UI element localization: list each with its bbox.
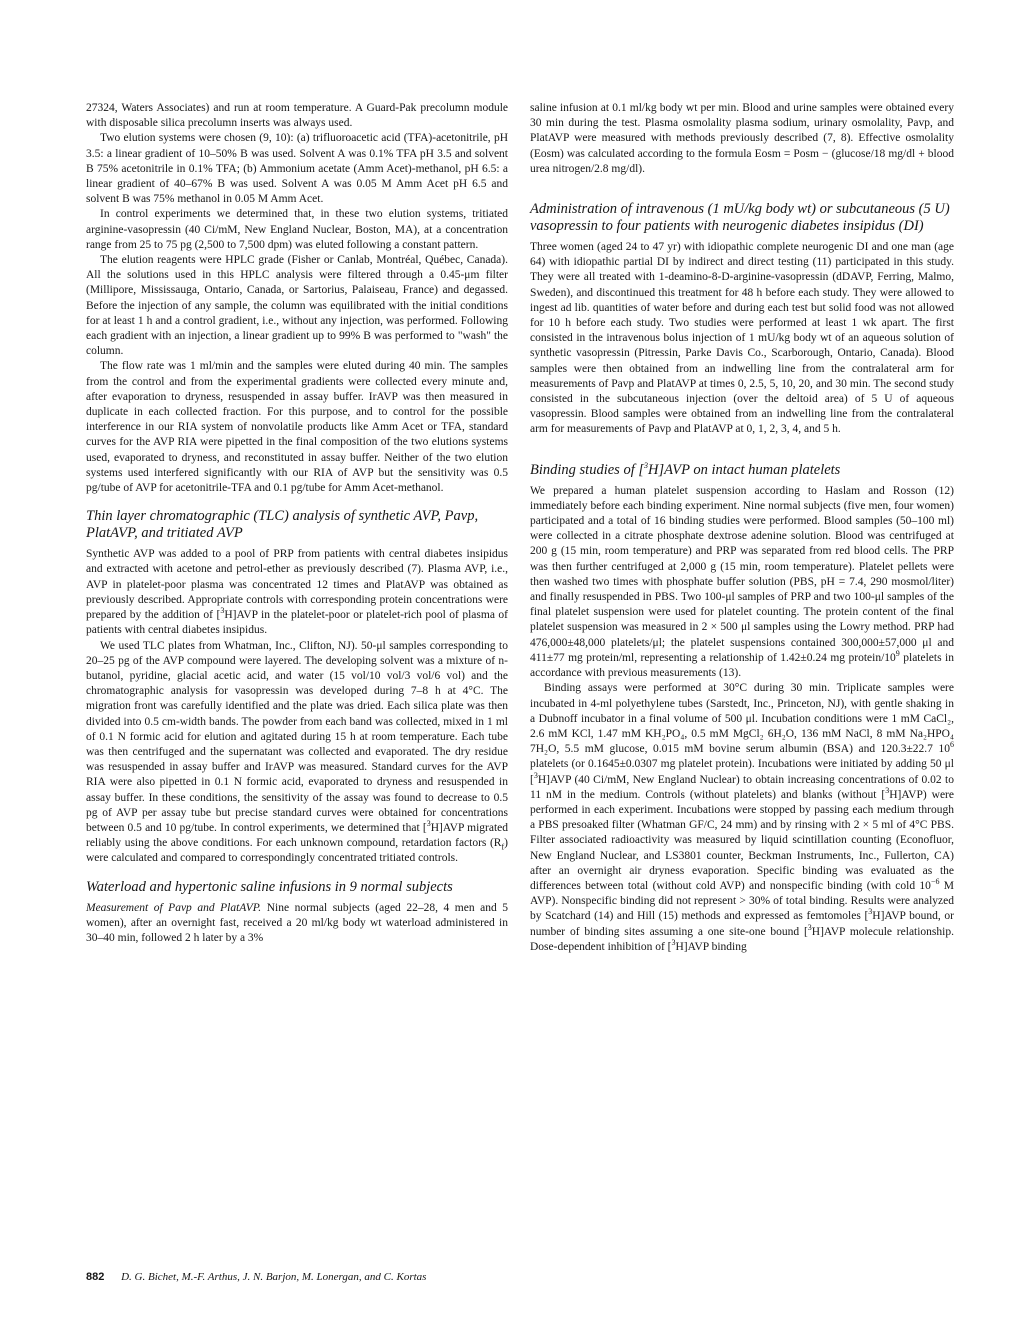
paragraph: Binding assays were performed at 30°C during 30 min. Triplicate samples were incubated in 4-ml polyethylene tubes (Sarstedt, Inc., Princeton, NJ), with gentle shaking in a Dubnoff incubator in a final volume of 500 μl. Incubation conditions were 1 mM CaCl₂, 2.6 mM KCl, 1.47 mM KH₂PO₄, 0.5 mM MgCl₂ 6H₂O, 136 mM NaCl, 8 mM Na₂HPO₄ 7H₂O, 5.5 mM glucose, 0.015 mM bovine serum albumin (BSA) and 120.3±22.7 $10^6$ platelets (or 0.1645±0.0307 mg platelet protein). Incubations were initiated by adding 50 μl [$^3$H]AVP (40 Ci/mM, New England Nuclear) to obtain increasing concentrations of 0.02 to 11 nM in the medium. Controls (without platelets) and blanks (without [$^3$H]AVP) were performed in each experiment. Incubations were stopped by passing each medium through a PBS presoaked filter (Whatman GF/C, 24 mm) and by rinsing with 2 × 5 ml of 4°C PBS. Filter associated radioactivity was measured by liquid scintillation counting (Econofluor, New England Nuclear, and LS3801 counter, Beckman Instruments, Inc., Fullerton, CA) after an overnight air dryness evaporation. Specific binding was evaluated as the differences between total (without cold AVP) and nonspecific binding (with cold $10^{-6}$ M AVP). Nonspecific binding did not represent > 30% of total binding. Results were analyzed by Scatchard (14) and Hill (15) methods and expressed as femtomoles [$^3$H]AVP bound, or number of binding sites assuming a one site-one bound [$^3$H]AVP molecule relationship. Dose-dependent inhibition of [$^3$H]AVP binding bbox=[530, 682, 954, 953]
paragraph: The elution reagents were HPLC grade (Fisher or Canlab, Montréal, Québec, Canada). All the solutions used in this HPLC analysis were filtered through a 0.45-μm filter (Millipore, Mississauga, Ontario, Canada, or Sartorius, Palaiseau, France) and degassed. Before the injection of any sample, the column was equilibrated with the initial conditions for at least 1 h and a control gradient, i.e., without any injection, was performed. Following each gradient with an injection, a linear gradient up to 99% B was performed to "wash" the column. bbox=[86, 254, 508, 358]
paragraph: The flow rate was 1 ml/min and the samples were eluted during 40 min. The samples from the control and from the experimental gradients were collected every minute and, after evaporation to dryness, resuspended in assay buffer. IrAVP was then measured in duplicate in each collected fraction. For this purpose, and to control for the possible interference in our RIA system of nonvolatile products like Amm Acet or TFA, standard curves for the AVP RIA were pipetted in the final composition of the two elutions systems used, evaporated to dryness, and reconstituted in assay buffer. Neither of the two elution systems used interfered significantly with our RIA of AVP but the sensitivity was 0.5 pg/tube of AVP for acetonitrile-TFA and 0.1 pg/tube for Amm Acet-methanol. bbox=[86, 360, 508, 495]
paragraph: 27324, Waters Associates) and run at room temperature. A Guard-Pak precolumn module with disposable silica precolumn inserts was always used. bbox=[86, 102, 508, 130]
left-column bbox=[86, 101, 508, 946]
paragraph: Synthetic AVP was added to a pool of PRP from patients with central diabetes insipidus and extracted with acetone and petrol-ether as previously described (7). Plasma AVP, i.e., AVP in platelet-poor plasma was concentrated 12 times and PlatAVP was obtained as previously described. Appropriate controls with corresponding protein concentrations were prepared by the addition of [$^3$H]AVP in the platelet-poor or platelet-rich pool of plasma of patients with central diabetes insipidus. bbox=[86, 548, 508, 637]
page-number: 882 bbox=[86, 1271, 105, 1283]
paragraph: In control experiments we determined that, in these two elution systems, tritiated arginine-vasopressin (40 Ci/mM, New England Nuclear, Boston, MA), at a concentration range from 25 to 75 pg (2,500 to 7,500 dpm) was eluted following a constant pattern. bbox=[86, 208, 508, 251]
running-authors: D. G. Bichet, M.-F. Arthus, J. N. Barjon, M. Lonergan, and C. Kortas bbox=[121, 1271, 427, 1283]
paragraph: saline infusion at 0.1 ml/kg body wt per min. Blood and urine samples were obtained every 30 min during the test. Plasma osmolality plasma sodium, urinary osmolality, Pavp, and PlatAVP were measured with methods previously described (7, 8). Effective osmolality (Eosm) was calculated according to the formula Eosm = Posm − (glucose/18 mg/dl + blood urea nitrogen/2.8 mg/dl). bbox=[530, 102, 954, 175]
section-heading-tlc: Thin layer chromatographic (TLC) analysis of synthetic AVP, Pavp, PlatAVP, and tritiated AVP bbox=[86, 508, 479, 542]
paragraph: Two elution systems were chosen (9, 10): (a) trifluoroacetic acid (TFA)-acetonitrile, pH 3.5: a linear gradient of 10–50% B was used. Solvent A was 0.1% TFA pH 3.5 and solvent B 75% acetonitrile in 0.1% TFA; (b) Ammonium acetate (Amm Acet)-methanol, pH 6.5: a linear gradient of 40–67% B was used. Solvent A was 0.05 M Amm Acet pH 6.5 and solvent B was 75% methanol in 0.05 M Amm Acet. bbox=[86, 132, 508, 206]
right-column bbox=[530, 101, 954, 955]
section-heading-administration: Administration of intravenous (1 mU/kg body wt) or subcutaneous (5 U) vasopressin to four patients with neurogenic diabetes insipidus (DI) bbox=[530, 201, 950, 235]
paragraph: Measurement of Pavp and PlatAVP. Nine normal subjects (aged 22–28, 4 men and 5 women), after an overnight fast, received a 20 ml/kg body wt waterload administered in 30–40 min, followed 2 h later by a 3% bbox=[86, 901, 508, 944]
paragraph: We prepared a human platelet suspension according to Haslam and Rosson (12) immediately before each binding experiment. Nine normal subjects (five men, four women) participated and a total of 16 binding studies were performed. Blood samples (50–100 ml) were collected in a citrate phosphate dextrose adenine solution. Blood was centrifuged at 200 g (15 min, room temperature) and PRP was separated from red blood cells. The PRP was then further centrifuged at 2,000 g (15 min, room temperature). Platelet pellets were then washed two times with phosphate buffer solution (PBS, pH = 7.4, 290 mosmol/liter) and finally resuspended in PBS. Two 100-μl samples of PRP and two 100-μl samples of the final platelet suspension were used for platelet counting. The protein content of the final platelet suspension was measured in 2 × 500 μl samples using the Lowry method. PRP had 476,000±48,000 platelets/μl; the platelet suspensions contained 300,000±57,000 μl and 411±77 mg protein/ml, representing a relationship of 1.42±0.24 mg protein/$10^9$ platelets in accordance with previous measurements (13). bbox=[530, 484, 954, 680]
page-footer bbox=[86, 1271, 426, 1283]
section-heading-binding: Binding studies of [$^3$H]AVP on intact human platelets bbox=[530, 460, 841, 478]
section-heading-waterload: Waterload and hypertonic saline infusions in 9 normal subjects bbox=[86, 878, 453, 895]
paragraph: We used TLC plates from Whatman, Inc., Clifton, NJ). 50-μl samples corresponding to 20–25 pg of the AVP compound were layered. The developing solvent was a mixture of n-butanol, pyridine, glacial acetic acid, and water (15 vol/10 vol/3 vol/6 vol) and the chromatographic analysis for vasopressin was developed during 7–8 h at 4°C. The migration front was carefully identified and the plate was dried. Each silica plate was then divided into 0.5 cm-width bands. The powder from each band was collected, mixed in 1 ml of 0.1 N formic acid for elution and agitated during 15 h at room temperature. Each tube was then centrifuged and the supernatant was collected and evaporated. The dry residue was resuspended in assay buffer and IrAVP was measured. Standard curves for the AVP RIA were also pipetted in 0.1 N formic acid, evaporated to dryness and resuspended in assay buffer. In these conditions, the sensitivity of the assay was found to decrease to 0.5 pg of AVP per assay tube but precise standard curves were obtained for concentrations between 0.5 and 10 pg/tube. In control experiments, we determined that [$^3$H]AVP migrated reliably using the above conditions. For each unknown compound, retardation factors $(R_f)$ were calculated and compared to correspondingly concentrated tritiated controls. bbox=[86, 639, 508, 865]
paragraph: Three women (aged 24 to 47 yr) with idiopathic complete neurogenic DI and one man (age 64) with idiopathic partial DI by indirect and direct testing (11) participated in this study. They were all treated with 1-deamino-8-D-arginine-vasopressin (dDAVP, Ferring, Malmo, Sweden), and discontinued this treatment for 48 h before each study. They were allowed to ingest ad lib. quantities of water before and during each test but solid food was not allowed for 10 h before each study. Two studies were performed at least 1 wk apart. The first consisted in the intravenous bolus injection of 1 mU/kg body wt of an aqueous solution of synthetic vasopressin (Pitressin, Parke Davis Co., Scarborough, Ontario, Canada). Blood samples were then obtained from an indwelling line from the contralateral arm for measurements of Pavp and PlatAVP at times 0, 2.5, 5, 10, 20, and 30 min. The second study consisted in the subcutaneous injection (over the deltoid area) of 5 U of aqueous vasopressin. Blood samples were obtained from an indwelling line from the contralateral arm for measurements of Pavp and PlatAVP at 0, 1, 2, 3, 4, and 5 h. bbox=[530, 241, 954, 436]
